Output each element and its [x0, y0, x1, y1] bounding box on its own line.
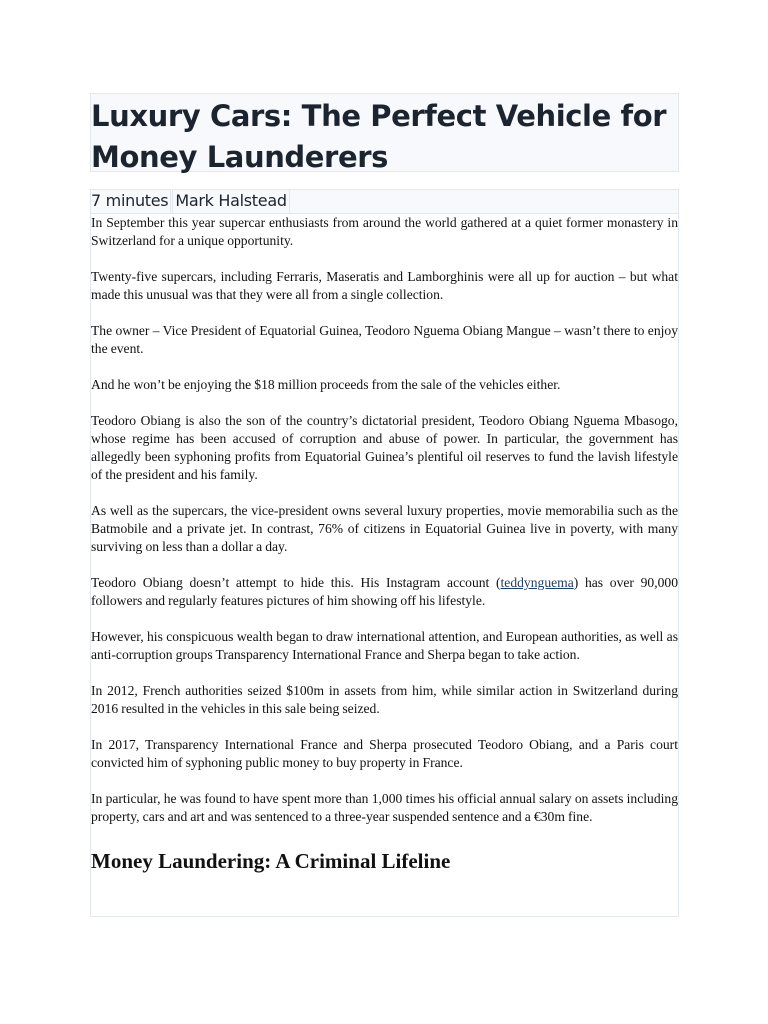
paragraph-instagram [91, 574, 678, 610]
instagram-link[interactable]: teddynguema [500, 575, 574, 590]
paragraph: As well as the supercars, the vice-president owns several luxury properties, movie memorabilia such as the Batmobile and a private jet. In contrast, 76% of citizens in Equatorial Guinea live in poverty, with many surviving on less than a dollar a day. [91, 503, 678, 554]
paragraph: And he won’t be enjoying the $18 million proceeds from the sale of the vehicles either. [91, 377, 561, 392]
paragraph: Twenty-five supercars, including Ferraris, Maseratis and Lamborghinis were all up for auction – but what made this unusual was that they were all from a single collection. [91, 269, 678, 302]
paragraph: In 2017, Transparency International France and Sherpa prosecuted Teodoro Obiang, and a Paris court convicted him of syphoning public money to buy property in France. [91, 737, 678, 770]
article [90, 93, 679, 917]
read-time: 7 minutes [90, 189, 171, 213]
article-body [90, 213, 679, 917]
paragraph: However, his conspicuous wealth began to draw international attention, and European authorities, as well as anti-corruption groups Transparency International France and Sherpa began to take action. [91, 629, 678, 662]
title-box [90, 93, 679, 172]
article-meta [90, 189, 679, 213]
paragraph: The owner – Vice President of Equatorial Guinea, Teodoro Nguema Obiang Mangue – wasn’t there to enjoy the event. [91, 323, 678, 356]
section-heading: Money Laundering: A Criminal Lifeline [91, 849, 451, 873]
meta-spacer [290, 189, 679, 213]
paragraph-text: Teodoro Obiang doesn’t attempt to hide this. His Instagram account ( [91, 575, 501, 590]
paragraph: In 2012, French authorities seized $100m in assets from him, while similar action in Switzerland during 2016 resulted in the vehicles in this sale being seized. [91, 683, 678, 716]
article-title: Luxury Cars: The Perfect Vehicle for Money Launderers [91, 99, 667, 174]
paragraph: In September this year supercar enthusiasts from around the world gathered at a quiet former monastery in Switzerland for a unique opportunity. [91, 215, 678, 248]
paragraph-text: ) has over 90,000 followers and regularly features pictures of him showing off his lifestyle. [91, 575, 678, 608]
paragraph: Teodoro Obiang is also the son of the country’s dictatorial president, Teodoro Obiang Nguema Mbasogo, whose regime has been accused of corruption and abuse of power. In particular, the government has allegedly been syphoning profits from Equatorial Guinea’s plentiful oil reserves to fund the lavish lifestyle of the president and his family. [91, 413, 678, 482]
author-name: Mark Halstead [172, 189, 289, 213]
paragraph: In particular, he was found to have spent more than 1,000 times his official annual salary on assets including property, cars and art and was sentenced to a three-year suspended sentence and a €30m fine. [91, 791, 678, 824]
